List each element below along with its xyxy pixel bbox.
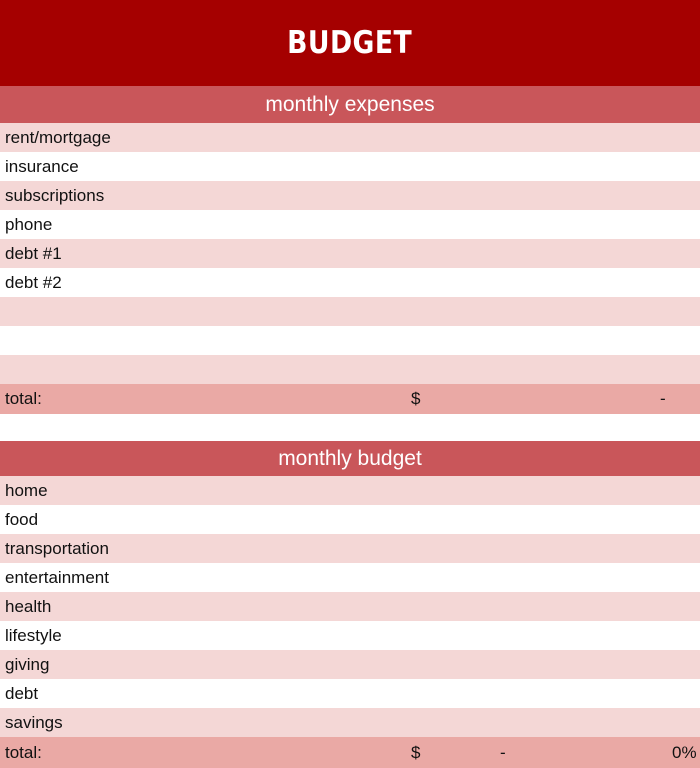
budget-total-label: total: bbox=[5, 742, 42, 762]
budget-label: debt bbox=[5, 683, 39, 703]
budget-section-header bbox=[0, 441, 700, 476]
budget-row[interactable] bbox=[0, 650, 700, 679]
budget-row[interactable] bbox=[0, 563, 700, 592]
expenses-total-row bbox=[0, 384, 700, 414]
expense-row[interactable] bbox=[0, 210, 700, 239]
page-title: BUDGET bbox=[287, 25, 413, 61]
budget-row[interactable] bbox=[0, 534, 700, 563]
expense-row-empty[interactable] bbox=[0, 326, 700, 355]
expense-row[interactable] bbox=[0, 181, 700, 210]
budget-row[interactable] bbox=[0, 621, 700, 650]
budget-total-currency: $ bbox=[411, 742, 421, 762]
expense-row-empty[interactable] bbox=[0, 297, 700, 326]
expense-row[interactable] bbox=[0, 268, 700, 297]
expense-label: insurance bbox=[5, 156, 79, 176]
expense-label: phone bbox=[5, 214, 53, 234]
budget-label: savings bbox=[5, 712, 63, 732]
budget-row[interactable] bbox=[0, 708, 700, 737]
budget-total-amount: - bbox=[500, 742, 506, 762]
expenses-section-header bbox=[0, 86, 700, 123]
budget-row[interactable] bbox=[0, 505, 700, 534]
title-bar bbox=[0, 0, 700, 86]
expense-row[interactable] bbox=[0, 239, 700, 268]
budget-label: giving bbox=[5, 654, 50, 674]
section-spacer bbox=[0, 414, 700, 441]
budget-total-percent: 0% bbox=[672, 742, 697, 762]
budget-heading: monthly budget bbox=[278, 446, 422, 470]
budget-label: transportation bbox=[5, 538, 109, 558]
budget-label: entertainment bbox=[5, 567, 109, 587]
expense-row-empty[interactable] bbox=[0, 355, 700, 384]
budget-label: home bbox=[5, 480, 48, 500]
expenses-total-currency: $ bbox=[411, 389, 421, 408]
budget-total-row bbox=[0, 737, 700, 768]
budget-row[interactable] bbox=[0, 476, 700, 505]
budget-label: health bbox=[5, 596, 52, 616]
expenses-total-label: total: bbox=[5, 389, 42, 408]
budget-row[interactable] bbox=[0, 592, 700, 621]
expense-label: subscriptions bbox=[5, 185, 105, 205]
expense-label: debt #1 bbox=[5, 243, 62, 263]
expenses-heading: monthly expenses bbox=[265, 92, 435, 116]
budget-label: lifestyle bbox=[5, 625, 62, 645]
budget-label: food bbox=[5, 509, 39, 529]
budget-row[interactable] bbox=[0, 679, 700, 708]
expenses-total-amount: - bbox=[660, 389, 666, 408]
expense-label: debt #2 bbox=[5, 272, 62, 292]
expense-row[interactable] bbox=[0, 123, 700, 152]
expense-row[interactable] bbox=[0, 152, 700, 181]
expense-label: rent/mortgage bbox=[5, 127, 111, 147]
